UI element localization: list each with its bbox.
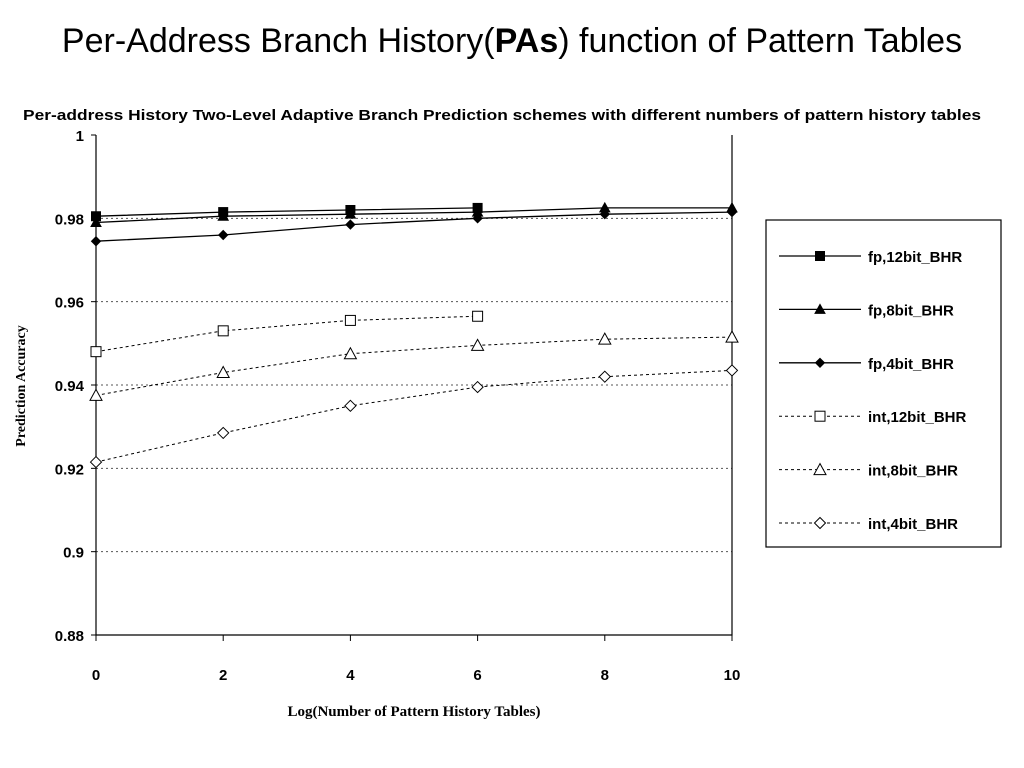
data-point	[599, 371, 610, 382]
data-point	[91, 347, 101, 357]
data-point	[218, 427, 229, 438]
data-point	[345, 315, 355, 325]
series-line	[96, 370, 732, 462]
data-point	[727, 365, 738, 376]
series-line	[96, 208, 732, 223]
slide-title-post: ) function of Pattern Tables	[558, 22, 963, 60]
y-tick-label: 0.94	[54, 378, 84, 395]
x-tick-label: 6	[473, 667, 482, 684]
y-tick-label: 0.88	[54, 628, 84, 645]
y-tick-label: 0.96	[54, 294, 84, 312]
data-point	[219, 231, 228, 240]
x-tick-label: 2	[219, 667, 228, 684]
data-point	[346, 220, 355, 229]
x-tick-label: 8	[600, 667, 609, 684]
data-point	[344, 348, 356, 359]
legend-label: int,8bit_BHR	[868, 462, 958, 480]
data-point	[473, 311, 483, 321]
slide-title-s: s	[539, 22, 559, 60]
series-line	[96, 212, 732, 241]
data-point	[726, 331, 738, 342]
chart-title: Per-address History Two-Level Adaptive Branch Prediction schemes with different numbers of pattern history tables	[23, 108, 981, 124]
x-tick-label: 10	[723, 667, 741, 684]
x-tick-label: 0	[91, 667, 101, 684]
data-point	[345, 400, 356, 411]
series-line	[96, 337, 732, 395]
x-tick-label: 4	[346, 667, 355, 684]
legend-label: int,12bit_BHR	[868, 409, 967, 427]
data-point	[92, 237, 101, 246]
slide-title-bold: PA	[494, 22, 540, 60]
legend-label: int,4bit_BHR	[868, 516, 958, 533]
data-point	[472, 382, 483, 393]
legend-box	[766, 220, 1001, 547]
series-line	[96, 316, 478, 352]
y-tick-label: 1	[75, 128, 84, 145]
y-tick-label: 0.98	[54, 211, 84, 229]
legend-label: fp,12bit_BHR	[868, 249, 963, 266]
legend-marker	[816, 252, 825, 261]
slide-title-pre: Per-Address Branch History(	[61, 22, 495, 60]
data-point	[91, 457, 102, 468]
legend-marker	[815, 411, 825, 421]
legend-label: fp,8bit_BHR	[868, 302, 954, 320]
y-tick-label: 0.92	[54, 461, 84, 479]
x-axis-label: Log(Number of Pattern History Tables)	[287, 704, 541, 720]
legend-label: fp,4bit_BHR	[868, 355, 954, 373]
y-axis-label: Prediction Accuracy	[14, 325, 29, 447]
data-point	[218, 326, 228, 336]
y-tick-label: 0.9	[63, 544, 84, 562]
data-point	[472, 339, 484, 350]
data-point	[90, 389, 102, 400]
